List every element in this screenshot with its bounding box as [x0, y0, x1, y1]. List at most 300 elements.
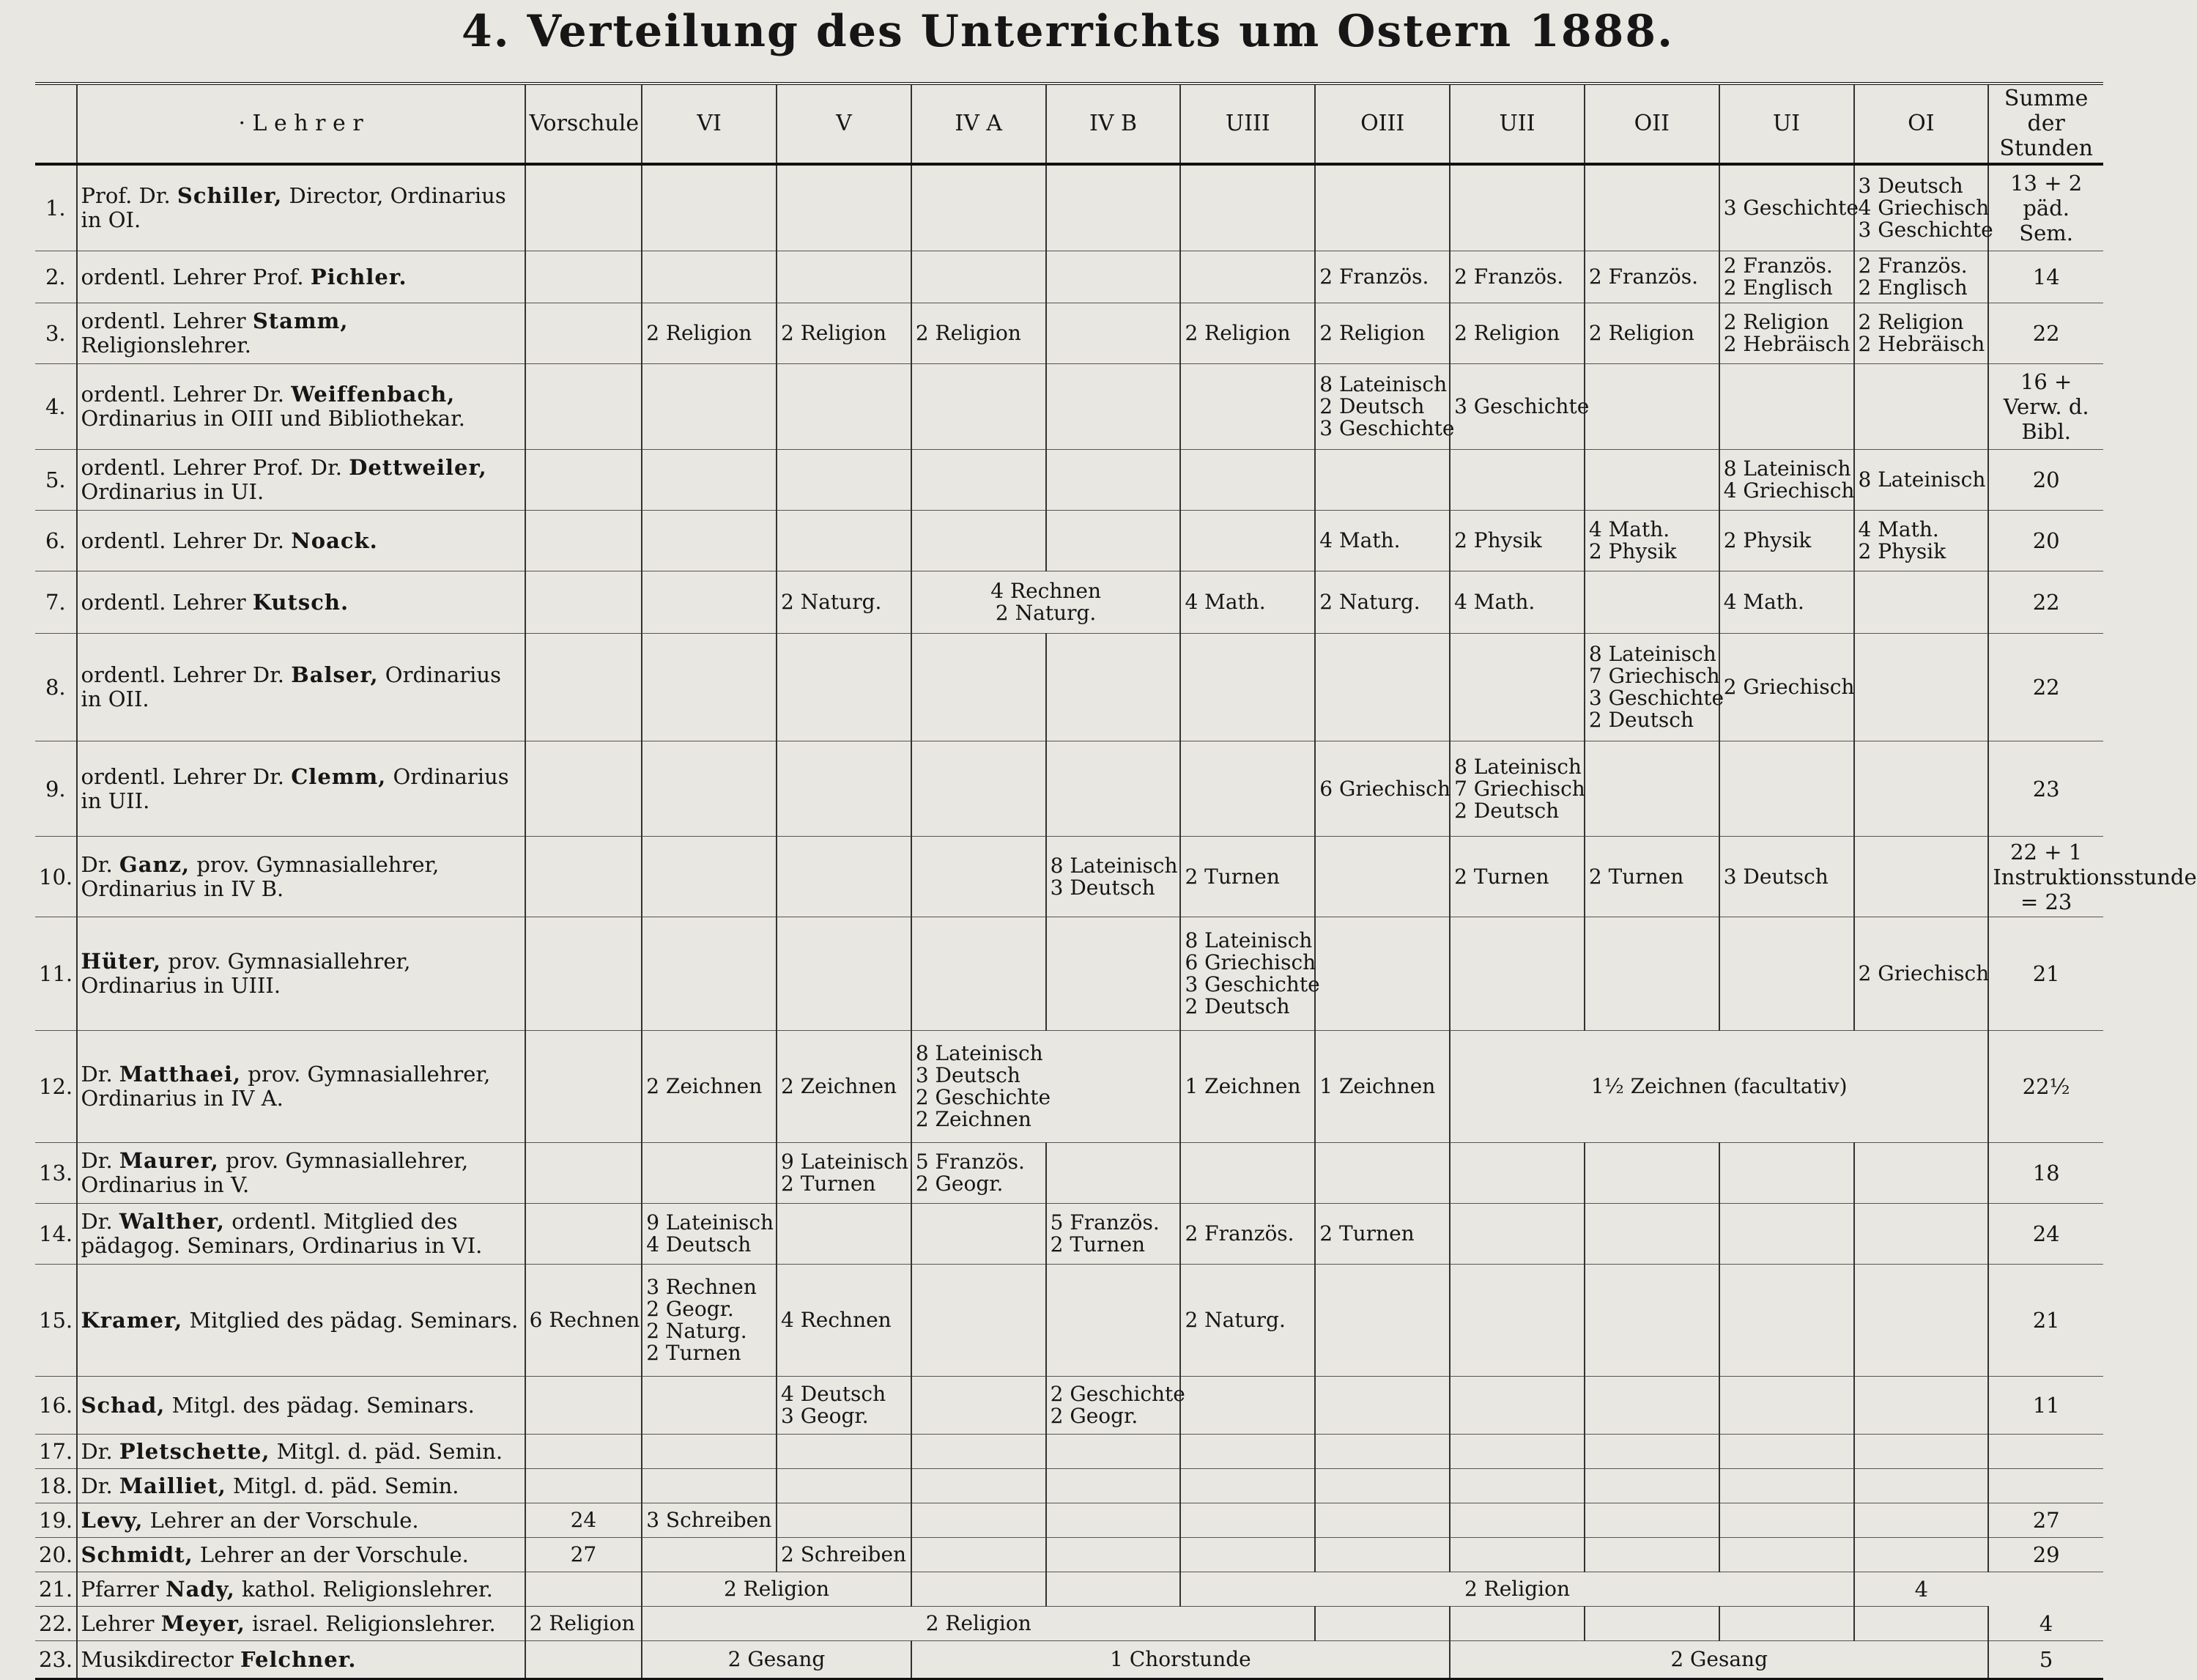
- row-number: 21.: [35, 1572, 77, 1607]
- lesson-cell-ui: [1719, 741, 1854, 837]
- row-number: 4.: [35, 364, 77, 450]
- lesson-cell-v: [777, 837, 911, 917]
- col-number-header: [35, 84, 77, 164]
- lesson-entry: 3 Deutsch: [1723, 864, 1829, 889]
- teacher-title: Musikdirector: [81, 1646, 240, 1672]
- lesson-cell-oii: [1585, 164, 1719, 251]
- lesson-cell-ui: [1719, 634, 1854, 741]
- lesson-entry: 2 Religion: [646, 321, 752, 345]
- teacher-role: Religionslehrer.: [81, 333, 251, 358]
- lesson-cell-oiii: [1315, 741, 1450, 837]
- lesson-entry: 2 Naturg.: [646, 1319, 747, 1343]
- lesson-cell-vorschule: [525, 1204, 642, 1265]
- lesson-entry: 2 Französ.: [1588, 264, 1699, 289]
- teacher-cell: [77, 571, 525, 634]
- lesson-cell-oii: [1585, 634, 1724, 741]
- teacher-cell: [77, 251, 525, 303]
- lesson-cell-ui: [1719, 571, 1854, 634]
- lesson-cell-vi: [642, 1204, 777, 1265]
- lesson-cell-uii: [1450, 1469, 1585, 1503]
- lesson-entry: 8 Lateinisch: [1858, 467, 1986, 492]
- lesson-cell-oii: [1585, 1204, 1719, 1265]
- teacher-title: ordentl. Lehrer Dr.: [81, 528, 292, 553]
- lesson-cell-vorschule: [525, 364, 642, 450]
- lesson-cell-uiii: [1180, 634, 1315, 741]
- lesson-entry: 2 Deutsch: [1588, 708, 1694, 732]
- row-number: 22.: [35, 1607, 77, 1641]
- teacher-title: ordentl. Lehrer Prof.: [81, 264, 311, 289]
- lesson-cell-vi: [642, 1031, 777, 1143]
- teacher-title: Dr.: [81, 1148, 119, 1173]
- teacher-cell: [77, 1538, 525, 1572]
- lesson-cell-ivb: [1046, 837, 1181, 917]
- lesson-cell-iva: [911, 1538, 1046, 1572]
- lesson-entry: 3 Schreiben: [646, 1508, 772, 1532]
- lesson-cell-iva: [911, 1143, 1046, 1204]
- lesson-entry: 2 Geschichte: [915, 1085, 1051, 1109]
- teacher-title: Dr.: [81, 1062, 119, 1087]
- lesson-cell-vi: [642, 1265, 777, 1377]
- lesson-cell-vi: [642, 251, 777, 303]
- teacher-name: Stamm,: [252, 308, 349, 333]
- lesson-entry: 2 Physik: [1588, 539, 1677, 563]
- lesson-cell-uii-oi: [1450, 1031, 1988, 1143]
- lesson-cell-vi: [642, 164, 777, 251]
- row-number: 12.: [35, 1031, 77, 1143]
- lesson-cell-vorschule: [525, 634, 642, 741]
- teacher-name: Pletschette,: [119, 1438, 270, 1464]
- hours-total: 29: [1988, 1538, 2103, 1572]
- teacher-cell: [77, 1435, 525, 1469]
- lesson-cell-v: [777, 511, 911, 571]
- lesson-cell-ivb: [1046, 634, 1181, 741]
- lesson-cell-oiii: [1315, 634, 1450, 741]
- lesson-cell-ui: [1719, 1503, 1854, 1538]
- lesson-cell-v: [777, 251, 911, 303]
- teacher-name: Meyer,: [160, 1610, 245, 1636]
- row-number: 18.: [35, 1469, 77, 1503]
- teacher-name: Noack.: [291, 528, 378, 553]
- lesson-cell-v: [777, 1503, 911, 1538]
- lesson-entry: 3 Geschichte: [1588, 686, 1724, 710]
- lesson-cell-uiii: [1180, 1469, 1315, 1503]
- teacher-title: Dr.: [81, 1473, 119, 1498]
- teacher-cell: [77, 1265, 525, 1377]
- teacher-title: Dr.: [81, 1438, 119, 1464]
- teacher-title: Prof. Dr.: [81, 183, 177, 208]
- lesson-cell-ivb: [1046, 511, 1181, 571]
- lesson-cell-oii: [1585, 303, 1719, 364]
- lesson-cell-vi: [642, 837, 777, 917]
- lesson-cell-iva: [911, 1435, 1046, 1469]
- teacher-role: Lehrer an der Vorschule.: [143, 1507, 419, 1533]
- lesson-entry: 4 Griechisch: [1723, 478, 1855, 503]
- table-row: [35, 741, 2103, 837]
- row-number: 19.: [35, 1503, 77, 1538]
- lesson-entry: 2 Religion: [1858, 310, 1964, 334]
- hours-total: 14: [1988, 251, 2103, 303]
- lesson-cell-uiii: [1180, 1503, 1315, 1538]
- lesson-cell-uiii: [1180, 303, 1315, 364]
- lesson-cell-ui: [1719, 1435, 1854, 1469]
- lesson-cell-v: [777, 741, 911, 837]
- lesson-entry: 2 Religion: [1319, 321, 1426, 345]
- lesson-entry: 2 Turnen: [1319, 1221, 1415, 1246]
- hours-total: 22 + 1 Instruktionsstunde = 23: [1988, 837, 2103, 917]
- lesson-cell-uii: [1450, 634, 1585, 741]
- col-header-summe: Summe der Stunden: [1988, 84, 2103, 164]
- lesson-cell-uii: [1450, 364, 1590, 450]
- lesson-entry: 6 Griechisch: [1185, 950, 1316, 974]
- lesson-cell-ivb: [1046, 1538, 1181, 1572]
- lesson-entry: 2 Geogr.: [646, 1297, 734, 1321]
- lesson-cell-oiii: [1315, 1469, 1450, 1503]
- teacher-role: Ordinarius in UII.: [81, 763, 509, 813]
- lesson-entry: 2 Turnen: [1588, 864, 1684, 889]
- row-number: 11.: [35, 917, 77, 1031]
- col-header-oi: OI: [1854, 84, 1989, 164]
- lesson-cell-uiii: [1180, 1143, 1315, 1204]
- lesson-cell-iva-oiii: [911, 1641, 1450, 1679]
- lesson-cell-ui: [1719, 1538, 1854, 1572]
- lesson-entry: 9 Lateinisch: [646, 1210, 774, 1235]
- lesson-entry: 3 Geschichte: [1319, 416, 1455, 440]
- row-number: 3.: [35, 303, 77, 364]
- teacher-cell: [77, 917, 525, 1031]
- lesson-cell-oi: [1854, 1377, 1989, 1435]
- lesson-cell-ivb: [1046, 1143, 1181, 1204]
- teacher-title: Lehrer: [81, 1610, 161, 1636]
- lesson-cell-vi: [642, 571, 777, 634]
- lesson-entry: 2 Naturg.: [781, 590, 882, 614]
- teacher-role: ordentl. Mitglied des pädagog. Seminars, Ordinarius in VI.: [81, 1209, 483, 1258]
- hours-total: 27: [1988, 1503, 2103, 1538]
- lesson-entry: 2 Physik: [1723, 528, 1812, 552]
- lesson-cell-oiii: [1315, 251, 1450, 303]
- lesson-cell-oi: [1854, 251, 1989, 303]
- row-number: 7.: [35, 571, 77, 634]
- teacher-name: Schad,: [81, 1392, 166, 1418]
- lesson-cell-uii: [1450, 1538, 1585, 1572]
- lesson-cell-ivb: [1046, 1377, 1185, 1435]
- lesson-cell-v: [777, 1204, 911, 1265]
- table-row: [35, 1641, 2103, 1679]
- lesson-cell-vi: [642, 1538, 777, 1572]
- lesson-cell-iva: [911, 1204, 1046, 1265]
- lesson-cell-oiii: [1315, 1435, 1450, 1469]
- lesson-cell-ivb: [1046, 741, 1181, 837]
- lesson-cell-iva-ivb: [911, 1031, 1181, 1143]
- teacher-name: Matthaei,: [119, 1062, 242, 1087]
- lesson-cell-oii: [1585, 1377, 1719, 1435]
- row-number: 10.: [35, 837, 77, 917]
- teacher-role: Ordinarius in UI.: [81, 479, 264, 504]
- lesson-cell-uii: [1450, 303, 1585, 364]
- table-row: [35, 164, 2103, 251]
- lesson-entry: 2 Deutsch: [1454, 798, 1560, 823]
- teacher-role: prov. Gymnasiallehrer, Ordinarius in V.: [81, 1148, 469, 1197]
- lesson-cell-ui: [1719, 1265, 1854, 1377]
- col-header-v: V: [777, 84, 911, 164]
- teacher-title: Pfarrer: [81, 1576, 166, 1602]
- lesson-cell-ivb: [1046, 450, 1181, 511]
- lesson-cell-iva: [911, 450, 1046, 511]
- lesson-entry: 2 Deutsch: [1185, 994, 1290, 1018]
- lesson-cell-vorschule: [525, 1607, 642, 1641]
- lesson-entry: 2 Französ.: [1858, 254, 1968, 278]
- lesson-cell-oii: [1585, 1607, 1719, 1641]
- lesson-entry: 5 Französ.: [1050, 1210, 1160, 1235]
- lesson-cell-oi: [1854, 303, 1989, 364]
- table-row: [35, 1143, 2103, 1204]
- table-row: [35, 571, 2103, 634]
- lesson-entry: 2 Turnen: [646, 1341, 741, 1365]
- lesson-cell-oii: [1585, 571, 1719, 634]
- lesson-cell-iva: [911, 1377, 1046, 1435]
- lesson-cell-oiii: [1315, 303, 1450, 364]
- lesson-cell-uii: [1450, 1607, 1585, 1641]
- teacher-role: kathol. Religionslehrer.: [234, 1576, 493, 1602]
- table-row: [35, 1503, 2103, 1538]
- teacher-cell: [77, 1607, 525, 1641]
- table-row: [35, 303, 2103, 364]
- lesson-cell-oiii: [1315, 571, 1450, 634]
- lesson-cell-ui: [1719, 511, 1854, 571]
- lesson-cell-vi-uiii: [642, 1607, 1315, 1641]
- lesson-cell-iva: [911, 917, 1046, 1031]
- lesson-cell-ui: [1719, 164, 1859, 251]
- lesson-cell-uiii: [1180, 1377, 1315, 1435]
- lesson-cell-uii: [1450, 1204, 1585, 1265]
- lesson-entry: 2 Physik: [1858, 539, 1946, 563]
- lesson-entry: 8 Lateinisch: [1588, 642, 1716, 666]
- lesson-cell-v: [777, 571, 911, 634]
- lesson-cell-iva: [911, 1469, 1046, 1503]
- teacher-name: Pichler.: [310, 264, 407, 289]
- lesson-entry: 2 Naturg.: [995, 601, 1097, 625]
- lesson-cell-uii: [1450, 1503, 1585, 1538]
- lesson-cell-vi: [642, 917, 777, 1031]
- lesson-entry: 1 Zeichnen: [1185, 1074, 1301, 1098]
- row-number: 6.: [35, 511, 77, 571]
- lesson-cell-vorschule: [525, 1265, 642, 1377]
- lesson-cell-ui: [1719, 303, 1854, 364]
- table-row: [35, 1204, 2103, 1265]
- lesson-cell-vi-v: [642, 1572, 911, 1607]
- lesson-cell-vi: [642, 634, 777, 741]
- col-header-uii: UII: [1450, 84, 1585, 164]
- lesson-cell-uiii: [1180, 1435, 1315, 1469]
- lesson-entry: 2 Griechisch: [1858, 961, 1990, 985]
- teacher-cell: [77, 511, 525, 571]
- lesson-cell-ivb: [1046, 1572, 1181, 1607]
- lesson-cell-ui: [1719, 917, 1854, 1031]
- lesson-cell-uii: [1450, 251, 1585, 303]
- lesson-cell-oii: [1585, 917, 1719, 1031]
- hours-total: 4: [1854, 1572, 1989, 1607]
- teacher-role: Mitgl. d. päd. Semin.: [270, 1438, 503, 1464]
- teacher-name: Maurer,: [119, 1148, 219, 1173]
- lesson-cell-uii: [1450, 741, 1585, 837]
- lesson-entry: 2 Englisch: [1723, 275, 1833, 300]
- hours-total: 21: [1988, 917, 2103, 1031]
- teacher-cell: [77, 741, 525, 837]
- lesson-cell-iva: [911, 303, 1046, 364]
- lesson-cell-uii: [1450, 1265, 1585, 1377]
- lesson-entry: 6 Griechisch: [1319, 776, 1451, 801]
- lesson-cell-ivb: [1046, 303, 1181, 364]
- lesson-cell-v: [777, 450, 911, 511]
- hours-total: [1988, 1469, 2103, 1503]
- lesson-cell-uii: [1450, 571, 1585, 634]
- lesson-entry: 7 Griechisch: [1588, 664, 1720, 688]
- teacher-name: Clemm,: [291, 763, 387, 789]
- lesson-cell-oi: [1854, 741, 1989, 837]
- teacher-name: Ganz,: [119, 851, 190, 877]
- lesson-cell-uiii: [1180, 164, 1315, 251]
- lesson-cell-oi: [1854, 450, 1989, 511]
- lesson-entry: 2 Deutsch: [1319, 394, 1425, 418]
- teacher-name: Kramer,: [81, 1307, 183, 1333]
- lesson-cell-v: [777, 164, 911, 251]
- hours-total: 22: [1988, 303, 2103, 364]
- teacher-title: ordentl. Lehrer Dr.: [81, 763, 292, 789]
- teacher-name: Walther,: [119, 1209, 225, 1234]
- lesson-entry: 2 Religion: [723, 1577, 830, 1601]
- lesson-entry: 2 Religion: [1464, 1577, 1570, 1601]
- teacher-cell: [77, 164, 525, 251]
- lesson-cell-vorschule: [525, 1538, 642, 1572]
- lesson-cell-oii: [1585, 364, 1719, 450]
- lesson-cell-vi-v: [642, 1641, 911, 1679]
- lesson-cell-oii: [1585, 251, 1719, 303]
- lesson-entry: 2 Geschichte: [1050, 1382, 1185, 1406]
- lesson-entry: 2 Hebräisch: [1723, 332, 1850, 356]
- page-title: 4. Verteilung des Unterrichts um Ostern 1888.: [461, 6, 1675, 57]
- row-number: 2.: [35, 251, 77, 303]
- table-row: [35, 364, 2103, 450]
- lesson-entry: 2 Griechisch: [1723, 675, 1855, 699]
- teacher-cell: [77, 1503, 525, 1538]
- lesson-cell-vorschule: [525, 303, 642, 364]
- lesson-cell-ui: [1719, 364, 1854, 450]
- lesson-cell-uiii: [1180, 741, 1315, 837]
- teacher-title: Dr.: [81, 851, 119, 877]
- lesson-cell-oiii: [1315, 1031, 1450, 1143]
- lesson-cell-ui: [1719, 1377, 1854, 1435]
- table-row: [35, 1607, 2103, 1641]
- lesson-cell-vi: [642, 450, 777, 511]
- lesson-cell-uii: [1450, 1143, 1585, 1204]
- lesson-cell-vorschule: [525, 164, 642, 251]
- row-number: 8.: [35, 634, 77, 741]
- lesson-cell-v: [777, 1377, 911, 1435]
- lesson-entry: 3 Rechnen: [646, 1275, 757, 1299]
- lesson-entry: 4 Deutsch: [781, 1382, 886, 1406]
- lesson-cell-ui: [1719, 251, 1854, 303]
- lesson-cell-uii: [1450, 511, 1585, 571]
- lesson-cell-uiii: [1180, 1265, 1315, 1377]
- lesson-entry: 8 Lateinisch: [1723, 456, 1851, 481]
- lesson-cell-oi: [1854, 1143, 1989, 1204]
- lesson-cell-vi: [642, 1503, 777, 1538]
- lesson-cell-ui: [1719, 1143, 1854, 1204]
- teacher-role: prov. Gymnasiallehrer, Ordinarius in UIII.: [81, 949, 411, 998]
- lesson-cell-v: [777, 1469, 911, 1503]
- lesson-cell-oii: [1585, 450, 1719, 511]
- lesson-cell-v: [777, 1265, 911, 1377]
- lesson-cell-vorschule: [525, 571, 642, 634]
- lesson-cell-ui: [1719, 450, 1854, 511]
- lesson-cell-uiii-oi: [1180, 1572, 1853, 1607]
- lesson-cell-iva: [911, 1572, 1046, 1607]
- lesson-cell-v: [777, 1143, 911, 1204]
- lesson-entry: 3 Geschichte: [1185, 972, 1320, 996]
- lesson-entry: 8 Lateinisch: [1050, 853, 1178, 878]
- lesson-cell-vorschule: [525, 1435, 642, 1469]
- lesson-cell-oiii: [1315, 450, 1450, 511]
- lesson-cell-vi: [642, 741, 777, 837]
- col-header-iva: IV A: [911, 84, 1046, 164]
- teacher-role: Director, Ordinarius in OI.: [81, 183, 506, 232]
- hours-total: 11: [1988, 1377, 2103, 1435]
- lesson-cell-uiii: [1180, 450, 1315, 511]
- lesson-cell-uiii: [1180, 251, 1315, 303]
- hours-total: 22½: [1988, 1031, 2103, 1143]
- lesson-cell-vorschule: [525, 1377, 642, 1435]
- lesson-cell-oiii: [1315, 917, 1450, 1031]
- hours-total: 4: [1988, 1607, 2103, 1641]
- lesson-cell-iva: [911, 511, 1046, 571]
- lesson-cell-oi: [1854, 1265, 1989, 1377]
- row-number: 23.: [35, 1641, 77, 1679]
- lesson-entry: 2 Geogr.: [915, 1172, 1004, 1196]
- teacher-name: Levy,: [81, 1507, 144, 1533]
- hours-total: 5: [1988, 1641, 2103, 1679]
- lesson-entry: 2 Naturg.: [1319, 590, 1420, 614]
- lesson-cell-iva: [911, 364, 1046, 450]
- lesson-cell-iva: [911, 1265, 1046, 1377]
- lesson-entry: 2 Französ.: [1723, 254, 1833, 278]
- hours-total: 23: [1988, 741, 2103, 837]
- lesson-entry: 4 Math.: [1319, 528, 1401, 552]
- lesson-entry: 2 Schreiben: [781, 1542, 907, 1566]
- teacher-name: Mailliet,: [119, 1473, 226, 1498]
- lesson-cell-oiii: [1315, 164, 1450, 251]
- lesson-cell-iva: [911, 634, 1046, 741]
- lesson-cell-oi: [1854, 1538, 1989, 1572]
- teacher-role: Ordinarius in OII.: [81, 662, 501, 711]
- lesson-cell-iva: [911, 1503, 1046, 1538]
- lesson-cell-oii: [1585, 1435, 1719, 1469]
- teacher-name: Nady,: [166, 1576, 235, 1602]
- lesson-cell-vorschule: [525, 1143, 642, 1204]
- row-number: 16.: [35, 1377, 77, 1435]
- teacher-title: Dr.: [81, 1209, 119, 1234]
- lesson-entry: 8 Lateinisch: [1319, 372, 1448, 396]
- row-number: 15.: [35, 1265, 77, 1377]
- teacher-cell: [77, 1377, 525, 1435]
- lesson-entry: 2 Turnen: [1454, 864, 1549, 889]
- lesson-cell-vi: [642, 511, 777, 571]
- lesson-entry: 2 Religion: [529, 1611, 635, 1635]
- lesson-cell-vi: [642, 1143, 777, 1204]
- lesson-entry: 4 Griechisch: [1858, 196, 1990, 220]
- lesson-cell-oi: [1854, 1204, 1989, 1265]
- lesson-cell-oiii: [1315, 837, 1450, 917]
- lesson-entry: 2 Englisch: [1858, 275, 1968, 300]
- lesson-cell-ivb: [1046, 251, 1181, 303]
